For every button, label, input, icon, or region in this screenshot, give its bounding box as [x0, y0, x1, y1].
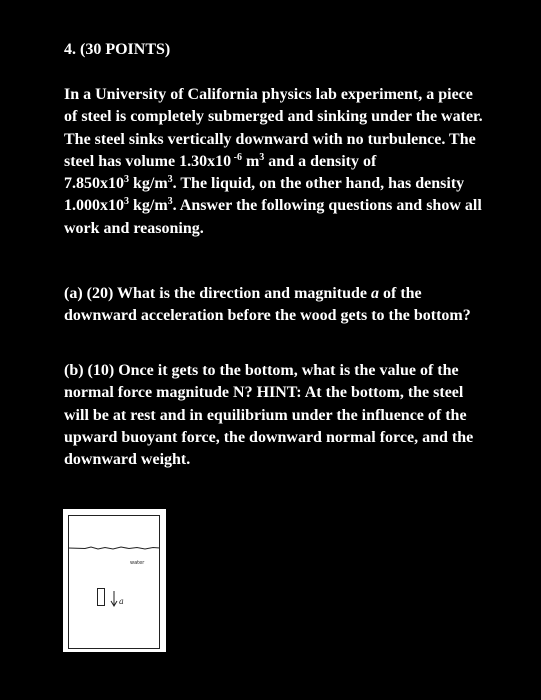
problem-intro	[64, 84, 484, 240]
tank-outline	[69, 516, 160, 649]
acceleration-label: a	[119, 597, 124, 606]
intro-text-4: . Answer the following questions and show all work and reasoning.	[64, 197, 482, 237]
volume-value: 1.30x10 $^{-6}$ $m^3$	[179, 151, 265, 170]
steel-density-value: $7.850x10^3$ $kg/m^3$	[64, 174, 173, 193]
acceleration-symbol: a	[370, 285, 379, 302]
problem-heading: 4. (30 POINTS)	[64, 41, 171, 58]
down-arrow-icon	[111, 591, 117, 606]
question-part-b: (b) (10) Once it gets to the bottom, what is the value of the normal force magnitude N? HINT: At the bottom, the steel will be at rest and in equilibrium under the influence of the upward buoyant force, the downward normal force, and the downward weight.	[64, 362, 474, 469]
question-part-a: (a) (20) What is the direction and magnitude a of the downward acceleration before the wood gets to the bottom?	[64, 285, 471, 325]
water-surface-line	[68, 547, 160, 549]
liquid-density-value: $1.000x10^3$ $kg/m^3$	[64, 196, 173, 215]
steel-block	[98, 589, 105, 606]
intro-text-3: . The liquid, on the other hand, has density	[172, 175, 465, 193]
intro-text-2: and a density of	[264, 152, 377, 170]
water-label: water	[130, 560, 145, 566]
intro-text-1: In a University of California physics lab experiment, a piece of steel is completely submerged and sinking under the water. The steel sinks vertically downward with no turbulence. The steel has volume	[64, 86, 483, 170]
steel-in-water-figure	[63, 509, 166, 652]
